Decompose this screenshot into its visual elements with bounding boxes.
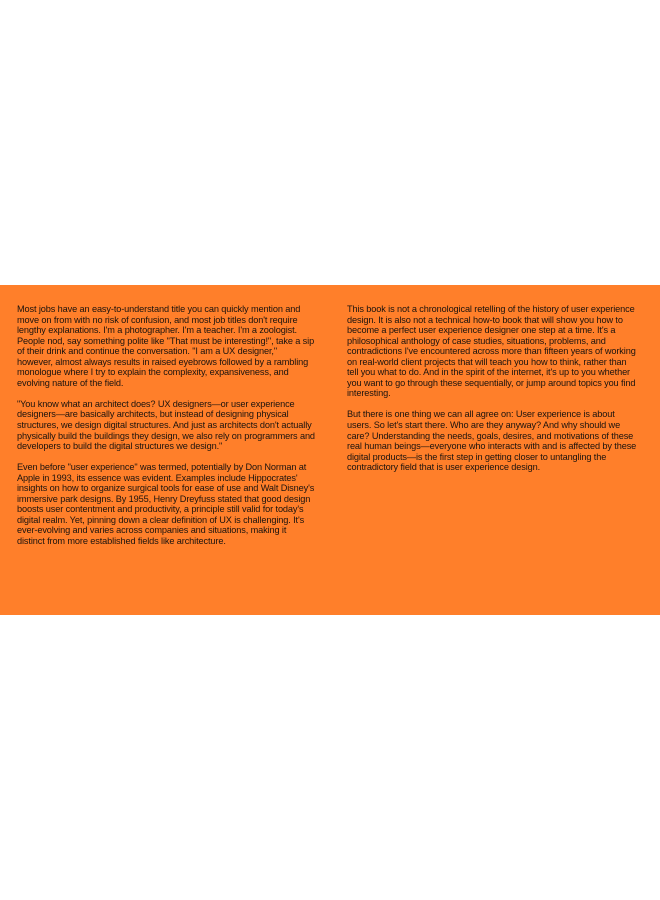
left-paragraph-3: Even before "user experience" was termed, potentially by Don Norman at Apple in 1993, its essence was evident. Examples include Hippocrates' insights on how to organize surgical tools for ease of use and Walt Disney's immersive park designs. By 1955, Henry Dreyfuss stated that good design boosts user contentment and productivity, a principle still valid for today's digital realm. Yet, pinning down a clear definition of UX is challenging. It's ever-evolving and varies across companies and situations, making it distinct from more established fields like architecture. [17, 462, 315, 546]
right-text-column [347, 304, 639, 473]
orange-book-spread [0, 285, 660, 615]
left-paragraph-1: Most jobs have an easy-to-understand title you can quickly mention and move on from with no risk of confusion, and most job titles don't require lengthy explanations. I'm a photographer. I'm a teacher. I'm a zoologist. People nod, say something polite like "That must be interesting!", take a sip of their drink and continue the conversation. "I am a UX designer," however, almost always results in raised eyebrows followed by a rambling monologue where I try to explain the complexity, expansiveness, and evolving nature of the field. [17, 304, 315, 388]
right-paragraph-2: But there is one thing we can all agree on: User experience is about users. So let's start there. Who are they anyway? And why should we care? Understanding the needs, goals, desires, and motivations of these real human beings—everyone who interacts with and is affected by these digital products—is the first step in getting closer to untangling the contradictory field that is user experience design. [347, 409, 637, 473]
left-text-column [17, 304, 315, 546]
left-paragraph-2: "You know what an architect does? UX designers—or user experience designers—are basically architects, but instead of designing physical structures, we design digital structures. And just as architects don't actually physically build the buildings they design, we also rely on programmers and developers to build the digital structures we design." [17, 398, 315, 452]
right-paragraph-1: This book is not a chronological retelling of the history of user experience design. It is also not a technical how-to book that will show you how to become a perfect user experience designer one step at a time. It's a philosophical anthology of case studies, situations, problems, and contradictions I've encountered across more than fifteen years of working on real-world client projects that will teach you how to think, rather than tell you what to do. And in the spirit of the internet, it's up to you whether you want to go through these sequentially, or jump around topics you find interesting. [347, 304, 636, 399]
